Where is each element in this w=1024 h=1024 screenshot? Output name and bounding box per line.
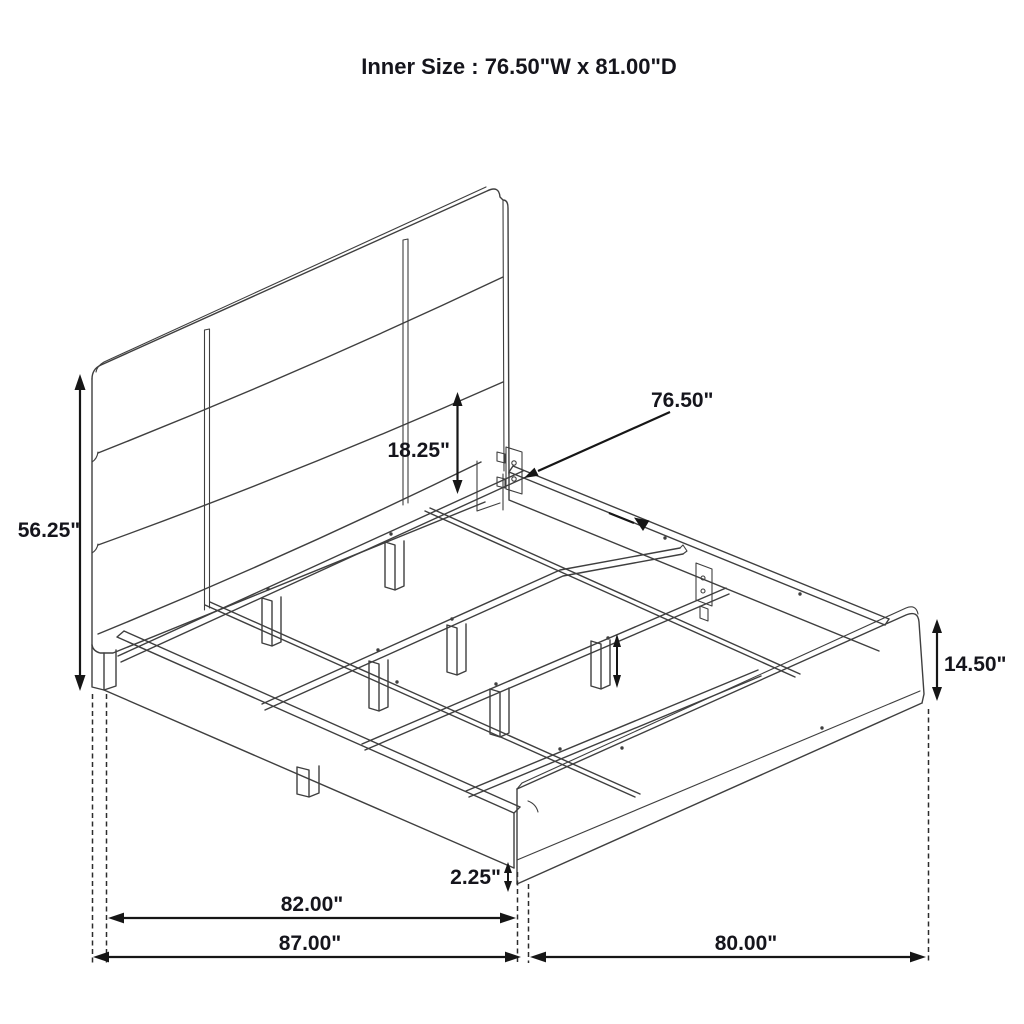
arrow-left-icon <box>108 913 124 924</box>
dim-label-base-edge: 2.25" <box>450 866 501 889</box>
dim-overall-width <box>93 932 521 962</box>
dim-label-overall-width: 87.00" <box>278 932 342 955</box>
dim-label-frame-width: 82.00" <box>280 893 344 916</box>
arrow-right-icon <box>505 952 521 963</box>
footboard-base-seam <box>517 691 920 860</box>
arrow-down-icon <box>453 480 463 494</box>
dim-headboard-height <box>18 374 86 691</box>
arrow-left-icon <box>530 952 546 963</box>
arrow-leader-icon <box>524 468 539 478</box>
bed-frame-drawing <box>92 187 924 884</box>
arrow-left-icon <box>93 952 109 963</box>
arrow-up-icon <box>453 392 463 406</box>
dim-headboard-clearance <box>387 392 462 494</box>
dim-support-leg-height <box>613 634 621 688</box>
arrow-down-icon <box>932 687 942 701</box>
support-leg <box>262 597 281 646</box>
dim-footboard-height <box>932 619 1007 701</box>
page-title: Inner Size : 76.50"W x 81.00"D <box>361 54 677 79</box>
longitudinal-stringer <box>425 508 800 677</box>
arrow-up-icon <box>932 619 942 633</box>
headboard-channel-seam <box>98 382 503 545</box>
headboard-accent-strip <box>403 239 408 505</box>
dim-label-overall-depth: 80.00" <box>714 932 778 955</box>
right-side-rail <box>509 466 889 651</box>
dim-frame-width <box>108 893 516 923</box>
rail-bracket <box>696 563 712 621</box>
extension-lines <box>93 694 929 963</box>
headboard-accent-strip <box>205 329 210 610</box>
headboard-channel-seam <box>98 277 503 453</box>
footboard-panel <box>517 607 924 884</box>
arrow-down-icon <box>613 675 621 688</box>
dim-label-headboard-clearance: 18.25" <box>387 439 450 462</box>
arrow-up-icon <box>75 374 86 390</box>
dim-label-footboard-height: 14.50" <box>944 653 1007 676</box>
headboard-side-seam <box>92 452 98 462</box>
support-leg <box>385 541 404 590</box>
arrow-down-icon <box>75 675 86 691</box>
dim-base-edge <box>450 862 512 892</box>
slat-support-rails <box>118 471 800 797</box>
arrow-right-icon <box>910 952 926 963</box>
dim-label-headboard-height: 56.25" <box>17 519 81 542</box>
dim-label-inner-width: 76.50" <box>651 389 714 412</box>
support-leg <box>591 640 610 689</box>
headboard-channel-seam <box>98 462 481 634</box>
support-leg <box>447 624 466 675</box>
dim-overall-depth <box>530 932 926 962</box>
arrow-down-icon <box>504 881 512 892</box>
arrow-right-icon <box>500 913 516 924</box>
